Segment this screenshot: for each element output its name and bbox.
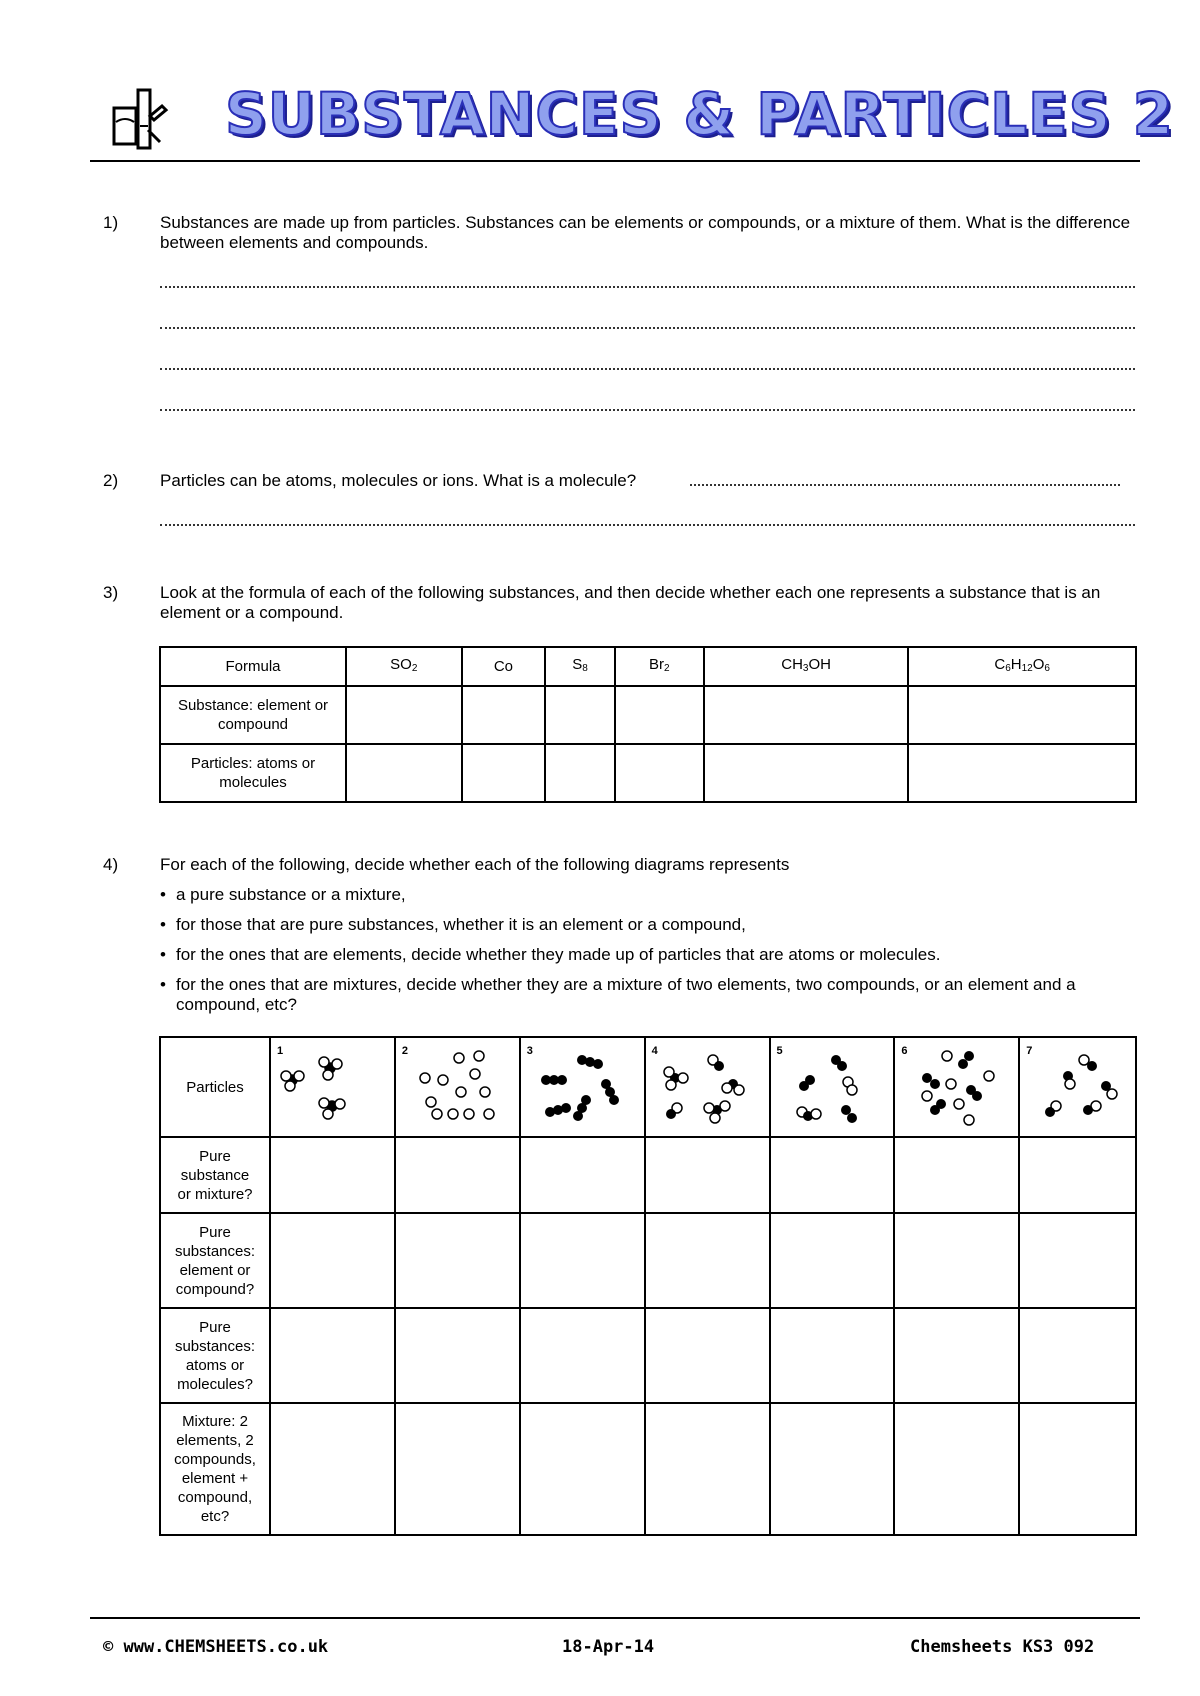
answer-cell[interactable] bbox=[395, 1403, 520, 1535]
answer-line[interactable] bbox=[160, 366, 1135, 370]
diagram-cell bbox=[894, 1037, 1019, 1137]
question-3-text: Look at the formula of each of the following substances, and then decide whether each one represents a substance that is an element or a compound. bbox=[160, 583, 1101, 622]
answer-cell[interactable] bbox=[894, 1137, 1019, 1213]
table-row bbox=[160, 1213, 1136, 1308]
diagram-cell bbox=[645, 1037, 770, 1137]
particle-diagram-1 bbox=[272, 1038, 392, 1136]
row-header-particles: Particles: atoms or molecules bbox=[160, 744, 346, 802]
answer-cell[interactable] bbox=[645, 1137, 770, 1213]
footer-website: © www.CHEMSHEETS.co.uk bbox=[103, 1637, 329, 1657]
bullet-item: • a pure substance or a mixture, bbox=[160, 885, 406, 904]
answer-cell[interactable] bbox=[462, 686, 546, 744]
answer-line[interactable] bbox=[160, 522, 1135, 526]
diagram-number: 1 bbox=[277, 1045, 284, 1057]
answer-cell[interactable] bbox=[270, 1308, 395, 1403]
answer-cell[interactable] bbox=[894, 1403, 1019, 1535]
question-2-text: Particles can be atoms, molecules or ions. What is a molecule? bbox=[160, 471, 637, 490]
answer-cell[interactable] bbox=[346, 686, 462, 744]
row-header-substance: Substance: element or compound bbox=[160, 686, 346, 744]
answer-cell[interactable] bbox=[615, 744, 704, 802]
answer-line[interactable] bbox=[160, 407, 1135, 411]
footer-date: 18-Apr-14 bbox=[562, 1637, 655, 1657]
answer-cell[interactable] bbox=[645, 1403, 770, 1535]
answer-cell[interactable] bbox=[395, 1137, 520, 1213]
answer-cell[interactable] bbox=[520, 1213, 645, 1308]
row-header-atoms-or-molecules: Pure substances: atoms or molecules? bbox=[160, 1308, 270, 1403]
diagram-number: 4 bbox=[651, 1045, 658, 1057]
answer-cell[interactable] bbox=[545, 744, 614, 802]
row-header-pure-or-mixture: Pure substance or mixture? bbox=[160, 1137, 270, 1213]
diagram-number: 3 bbox=[526, 1045, 533, 1057]
header bbox=[90, 78, 1174, 162]
diagram-number: 5 bbox=[776, 1045, 783, 1057]
answer-cell[interactable] bbox=[908, 744, 1136, 802]
diagram-cell bbox=[520, 1037, 645, 1137]
answer-cell[interactable] bbox=[1019, 1403, 1136, 1535]
answer-cell[interactable] bbox=[270, 1137, 395, 1213]
answer-cell[interactable] bbox=[346, 744, 462, 802]
answer-cell[interactable] bbox=[615, 686, 704, 744]
particle-diagram-3 bbox=[522, 1038, 642, 1136]
answer-cell[interactable] bbox=[395, 1308, 520, 1403]
answer-cell[interactable] bbox=[1019, 1308, 1136, 1403]
table-row bbox=[160, 1037, 1136, 1137]
answer-cell[interactable] bbox=[645, 1213, 770, 1308]
table-row bbox=[160, 686, 1136, 744]
page-title: SUBSTANCES & PARTICLES 2 bbox=[225, 80, 1174, 148]
answer-cell[interactable] bbox=[270, 1403, 395, 1535]
formula-cell: $S_8$ bbox=[545, 647, 614, 686]
answer-cell[interactable] bbox=[520, 1137, 645, 1213]
answer-cell[interactable] bbox=[1019, 1213, 1136, 1308]
particles-table bbox=[159, 1036, 1137, 1536]
answer-cell[interactable] bbox=[1019, 1137, 1136, 1213]
formula-cell: $Br_2$ bbox=[615, 647, 704, 686]
answer-line[interactable] bbox=[160, 325, 1135, 329]
answer-cell[interactable] bbox=[270, 1213, 395, 1308]
answer-line[interactable] bbox=[690, 482, 1120, 486]
answer-cell[interactable] bbox=[908, 686, 1136, 744]
answer-cell[interactable] bbox=[395, 1213, 520, 1308]
row-header-mixture-type: Mixture: 2 elements, 2 compounds, element + compound, etc? bbox=[160, 1403, 270, 1535]
formula-cell: Co bbox=[462, 647, 546, 686]
formula-table bbox=[159, 646, 1137, 803]
question-3-number: 3) bbox=[103, 583, 119, 602]
answer-cell[interactable] bbox=[894, 1213, 1019, 1308]
answer-cell[interactable] bbox=[770, 1308, 895, 1403]
formula-cell: $CH_3OH$ bbox=[704, 647, 908, 686]
question-4-intro: For each of the following, decide whether each of the following diagrams represents bbox=[160, 855, 790, 874]
answer-cell[interactable] bbox=[894, 1308, 1019, 1403]
table-row bbox=[160, 744, 1136, 802]
answer-cell[interactable] bbox=[770, 1137, 895, 1213]
question-1-text: Substances are made up from particles. Substances can be elements or compounds, or a mixture of them. What is the difference between elements and compounds. bbox=[160, 213, 1131, 252]
particle-diagram-5 bbox=[772, 1038, 892, 1136]
question-1-number: 1) bbox=[103, 213, 119, 232]
diagram-cell bbox=[395, 1037, 520, 1137]
answer-cell[interactable] bbox=[704, 744, 908, 802]
lab-glassware-icon bbox=[104, 86, 174, 156]
answer-cell[interactable] bbox=[545, 686, 614, 744]
particle-diagram-4 bbox=[647, 1038, 767, 1136]
bullet-item: • for the ones that are mixtures, decide whether they are a mixture of two elements, two compounds, or an element and a compound, etc? bbox=[160, 975, 1076, 1014]
particle-diagram-7 bbox=[1022, 1038, 1134, 1136]
answer-cell[interactable] bbox=[770, 1213, 895, 1308]
answer-cell[interactable] bbox=[704, 686, 908, 744]
diagram-number: 7 bbox=[1026, 1045, 1033, 1057]
diagram-number: 2 bbox=[401, 1045, 408, 1057]
answer-cell[interactable] bbox=[462, 744, 546, 802]
diagram-cell bbox=[770, 1037, 895, 1137]
formula-cell: $SO_2$ bbox=[346, 647, 462, 686]
table-row bbox=[160, 1403, 1136, 1535]
answer-cell[interactable] bbox=[520, 1308, 645, 1403]
question-2-number: 2) bbox=[103, 471, 119, 490]
diagram-cell bbox=[270, 1037, 395, 1137]
formula-cell: $C_6H_{12}O_6$ bbox=[908, 647, 1136, 686]
diagram-cell bbox=[1019, 1037, 1136, 1137]
footer-divider bbox=[90, 1617, 1140, 1619]
bullet-item: • for those that are pure substances, whether it is an element or a compound, bbox=[160, 915, 746, 934]
particle-diagram-6 bbox=[897, 1038, 1017, 1136]
answer-cell[interactable] bbox=[520, 1403, 645, 1535]
table-row bbox=[160, 647, 1136, 686]
row-header-formula: Formula bbox=[160, 647, 346, 686]
table-row bbox=[160, 1137, 1136, 1213]
diagram-number: 6 bbox=[901, 1045, 908, 1057]
row-header-element-or-compound: Pure substances: element or compound? bbox=[160, 1213, 270, 1308]
row-header-particles: Particles bbox=[160, 1037, 270, 1137]
bullet-item: • for the ones that are elements, decide whether they made up of particles that are atoms or molecules. bbox=[160, 945, 941, 964]
question-4-number: 4) bbox=[103, 855, 119, 874]
footer-sheet-id: Chemsheets KS3 092 bbox=[910, 1637, 1095, 1657]
answer-cell[interactable] bbox=[645, 1308, 770, 1403]
answer-line[interactable] bbox=[160, 284, 1135, 288]
answer-cell[interactable] bbox=[770, 1403, 895, 1535]
table-row bbox=[160, 1308, 1136, 1403]
particle-diagram-2 bbox=[397, 1038, 517, 1136]
